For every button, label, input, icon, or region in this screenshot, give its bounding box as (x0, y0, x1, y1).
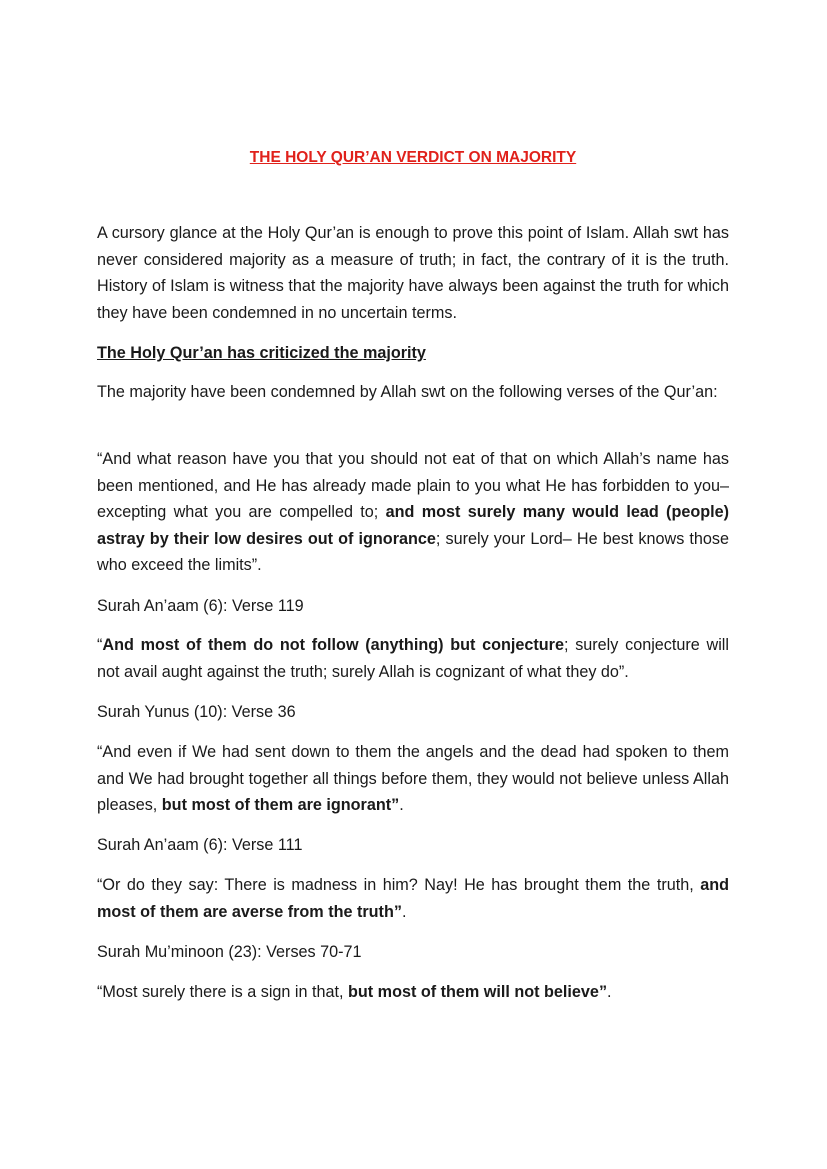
quote-2 (97, 632, 729, 685)
quote-3-post: . (399, 796, 404, 814)
section-intro-paragraph: The majority have been condemned by Allah swt on the following verses of the Qur’an: (97, 383, 718, 401)
quote-1-bold: and most surely many would lead (people) astray by their low desires out of ignorance (97, 503, 730, 548)
quote-1 (97, 446, 729, 579)
quote-4-pre: “Or do they say: There is madness in him? Nay! He has brought them the truth, (97, 876, 701, 894)
quote-4-reference: Surah Mu’minoon (23): Verses 70-71 (97, 943, 362, 961)
quote-3-reference: Surah An’aam (6): Verse 111 (97, 836, 303, 854)
quote-4-post: . (401, 902, 407, 921)
quote-4-bold: and most of them are averse from the truth” (97, 876, 729, 921)
quote-1-reference: Surah An’aam (6): Verse 119 (97, 597, 304, 615)
quote-2-reference: Surah Yunus (10): Verse 36 (97, 703, 296, 721)
section-heading: The Holy Qur’an has criticized the majority (97, 344, 426, 362)
quote-5-pre: “Most surely there is a sign in that, (97, 983, 349, 1001)
quote-3 (97, 739, 729, 819)
document-title: THE HOLY QUR’AN VERDICT ON MAJORITY (249, 149, 577, 166)
quote-4 (97, 872, 729, 925)
quote-1-pre: “And what reason have you that you should not eat of that on which Allah’s name has been mentioned, and He has already made plain to you what He has forbidden to you– excepting what you are compelled to; (97, 450, 729, 521)
quote-3-pre: “And even if We had sent down to them the angels and the dead had spoken to them and We had brought together all things before them, they would not believe unless Allah pleases, (97, 743, 729, 814)
quote-5-post: . (607, 983, 612, 1001)
quote-1-post: ; surely your Lord– He best knows those who exceed the limits”. (97, 529, 729, 574)
quote-2-bold: And most of them do not follow (anything) but conjecture (102, 636, 564, 654)
quote-3-bold: but most of them are ignorant” (161, 796, 400, 814)
quote-5-bold: but most of them will not believe” (348, 983, 608, 1001)
quote-2-post: ; surely conjecture will not avail aught against the truth; surely Allah is cognizant of what they do”. (97, 636, 729, 681)
quote-2-pre: “ (97, 636, 103, 654)
quote-5 (97, 979, 729, 1006)
intro-paragraph: A cursory glance at the Holy Qur’an is enough to prove this point of Islam. Allah swt has never considered majority as a measure of truth; in fact, the contrary of it is the truth. History of Islam is witness that the majority have always been against the truth for which they have been condemned in no uncertain terms. (97, 224, 729, 322)
